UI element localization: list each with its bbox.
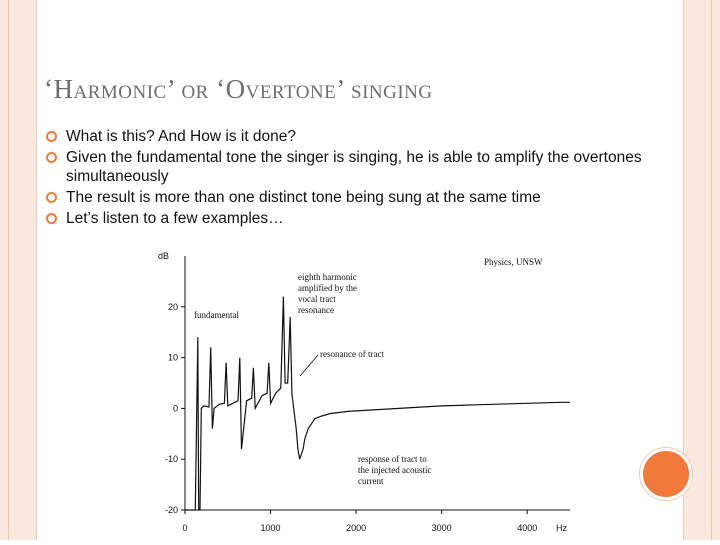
x-tick-label: 4000 (517, 523, 538, 533)
bullet-item (44, 188, 664, 207)
y-tick-label: 0 (172, 403, 178, 414)
y-tick-label: 10 (167, 352, 178, 363)
bullet-icon (46, 213, 57, 224)
bullet-item (44, 209, 664, 228)
annotation-response-3: current (358, 476, 384, 486)
bullet-item (44, 148, 664, 186)
bullet-icon (46, 192, 57, 203)
bullet-text: What is this? And How is it done? (66, 128, 297, 145)
annotation-eighth-harmonic-4: resonance (298, 305, 334, 315)
annotation-eighth-harmonic-1: eighth harmonic (298, 272, 357, 282)
bullet-icon (46, 131, 57, 142)
slide-title: ‘Harmonic’ or ‘Overtone’ singing (44, 74, 433, 104)
annotation-eighth-harmonic-3: vocal tract (298, 294, 336, 304)
annotation-resonance: resonance of tract (320, 349, 384, 359)
bullet-item (44, 127, 664, 146)
bullet-text: Let’s listen to a few examples… (66, 210, 284, 227)
spectrum-chart (150, 248, 580, 540)
y-tick-label: 20 (167, 301, 178, 312)
chart-credit: Physics, UNSW (484, 257, 543, 267)
bullet-text: The result is more than one distinct tone being sung at the same time (66, 189, 541, 206)
x-ticks (182, 510, 537, 533)
x-tick-label: 3000 (431, 523, 452, 533)
annotation-response-2: the injected acoustic (358, 465, 432, 475)
left-frame-border (0, 0, 37, 540)
bullet-text: Given the fundamental tone the singer is singing, he is able to amplify the overtones simultaneously (66, 149, 642, 185)
y-tick-label: -20 (164, 505, 178, 515)
y-tick-label: -10 (164, 454, 178, 465)
annotation-resonance-pointer (300, 355, 318, 376)
decorative-circle (640, 448, 692, 500)
x-tick-label: 1000 (260, 523, 281, 533)
right-frame-border (683, 0, 720, 540)
y-ticks (165, 302, 185, 515)
bullet-icon (46, 152, 57, 163)
spectrum-chart-svg (150, 248, 580, 540)
x-tick-label: 2000 (346, 523, 367, 533)
y-axis-label: dB (158, 251, 170, 261)
annotation-eighth-harmonic-2: amplified by the (298, 283, 357, 293)
bullet-list (44, 127, 664, 230)
x-axis-label: Hz (556, 523, 567, 533)
annotation-fundamental: fundamental (194, 310, 239, 320)
annotation-response-1: response of tract to (358, 454, 427, 464)
x-tick-label: 0 (182, 523, 188, 533)
